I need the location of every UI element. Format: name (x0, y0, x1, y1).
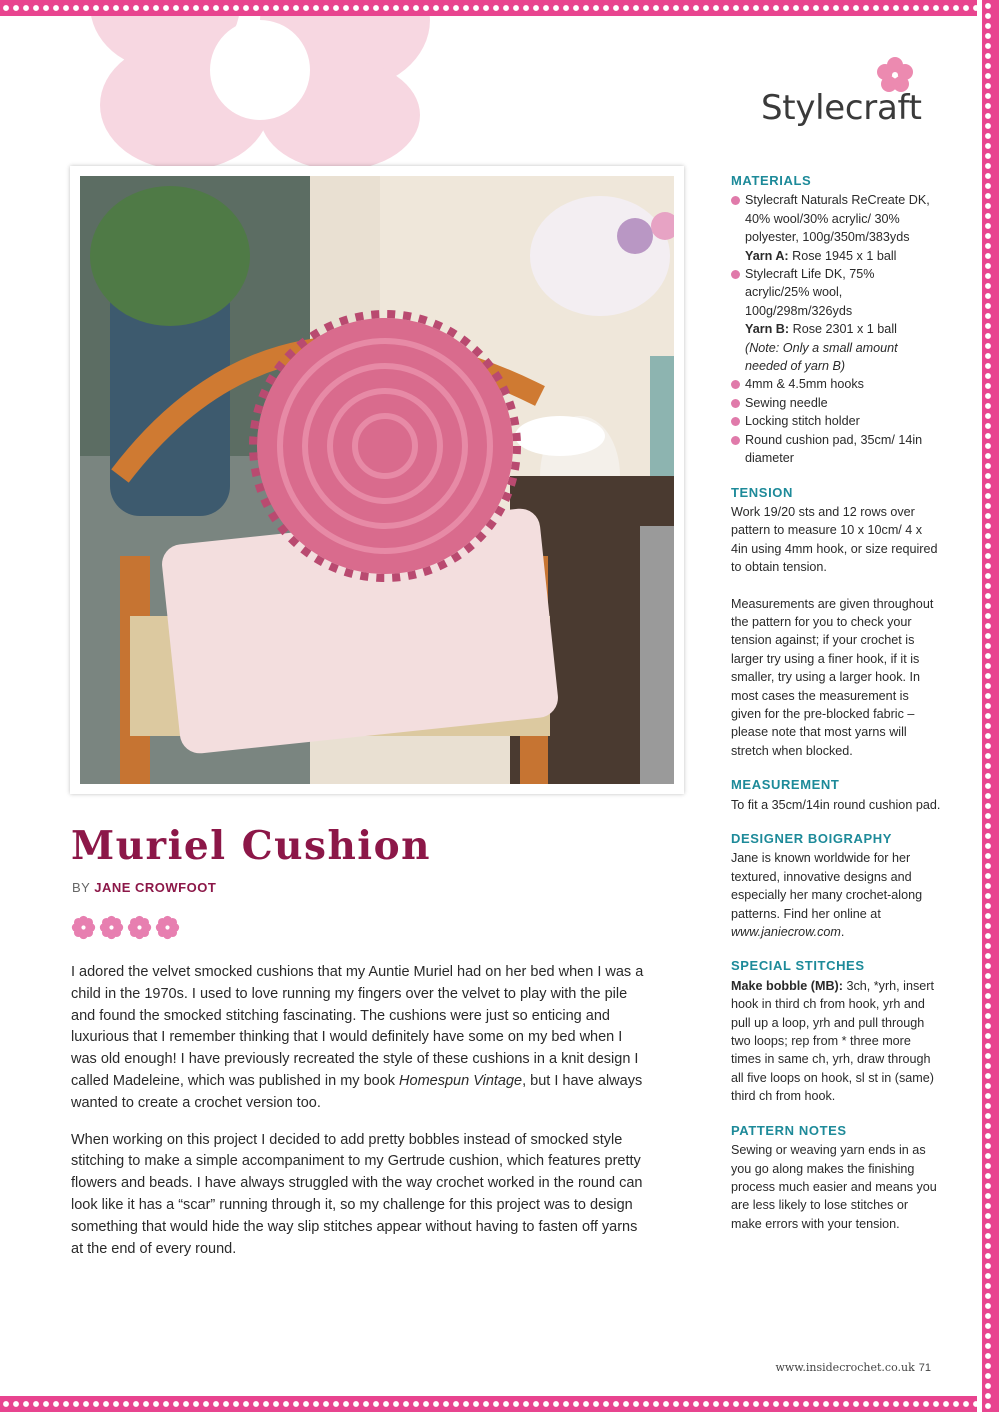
byline-prefix: BY (72, 880, 95, 895)
list-item: Round cushion pad, 35cm/ 14in diameter (731, 431, 941, 468)
tension-section: TENSION Work 19/20 sts and 12 rows over pattern to measure 10 x 10cm/ 4 x 4in using 4mm hook, or size required to obtain tension. Measurements are given throughout the pattern for you to check your tension against; if your crochet is larger try using a finer hook, if it is smaller, try using a larger hook. In most cases the measurement is given for the pre-blocked fabric – please note that most yarns will stretch when blocked. (731, 484, 941, 761)
flower-star-icon (71, 915, 96, 940)
scalloped-border-bottom (0, 1396, 999, 1412)
special-stitches-heading: SPECIAL STITCHES (731, 958, 865, 974)
scalloped-border-top (0, 0, 999, 16)
logo-text: Stylecraft (761, 88, 922, 128)
cushion-photo (80, 176, 674, 784)
scalloped-border-right (977, 0, 999, 1412)
byline (72, 880, 216, 895)
page-footer (775, 1361, 931, 1374)
materials-list (731, 191, 941, 467)
tension-heading: TENSION (731, 484, 793, 500)
footer-url[interactable]: www.insidecrochet.co.uk (775, 1361, 915, 1374)
pattern-notes-section: PATTERN NOTES Sewing or weaving yarn ends in as you go along makes the finishing process much easier and means you are less likely to lose stitches or make errors with your tension. (731, 1122, 941, 1233)
book-title: Homespun Vintage (399, 1072, 523, 1089)
author-name: JANE CROWFOOT (94, 880, 217, 895)
project-photo (70, 166, 684, 794)
list-item: Stylecraft Life DK, 75% acrylic/25% wool, 100g/298m/326yds Yarn B: Rose 2301 x 1 ball (Note: Only a small amount needed of yarn B) (731, 265, 941, 375)
designer-website-link[interactable]: www.janiecrow.com (731, 925, 841, 940)
pattern-sidebar (731, 172, 941, 1249)
flower-star-icon (99, 915, 124, 940)
flower-star-icon (155, 915, 180, 940)
materials-section (731, 172, 941, 468)
list-item: Locking stitch holder (731, 412, 941, 430)
decorative-flower (60, 0, 460, 170)
measurement-section: MEASUREMENT To fit a 35cm/14in round cushion pad. (731, 777, 941, 812)
materials-heading: MATERIALS (731, 173, 812, 188)
special-stitches-section: SPECIAL STITCHES Make bobble (MB): 3ch, *yrh, insert hook in third ch from hook, yrh and pull up a loop, yrh and pull through two loops; rep from * three more times in same ch, yrh, draw through all five loops on hook, sl st in (same) third ch from hook. (731, 957, 941, 1105)
flower-star-icon (127, 915, 152, 940)
difficulty-rating (71, 915, 180, 940)
intro-text (71, 962, 651, 1275)
list-item: Stylecraft Naturals ReCreate DK, 40% wool/30% acrylic/ 30% polyester, 100g/350m/383yds Yarn A: Rose 1945 x 1 ball (731, 191, 941, 265)
pattern-notes-heading: PATTERN NOTES (731, 1122, 847, 1138)
designer-section: DESIGNER BOIGRAPHY Jane is known worldwide for her textured, innovative designs and especially her many crochet-along patterns. Find her online at www.janiecrow.com. (731, 830, 941, 941)
intro-paragraph-1: I adored the velvet smocked cushions that my Auntie Muriel had on her bed when I was a child in the 1970s. I used to love running my fingers over the velvet to play with the pile and found the smocked stitching fascinating. The cushions were just so enticing and luxurious that I remember thinking that I would definitely have some on my bed when I was old enough! I have previously recreated the style of these cushions in a knit design I called Madeleine, which was published in my book Homespun Vintage, but I have always wanted to create a crochet version too. (71, 964, 644, 1111)
designer-heading: DESIGNER BOIGRAPHY (731, 831, 893, 846)
article-title: Muriel Cushion (71, 823, 431, 869)
list-item: 4mm & 4.5mm hooks (731, 375, 941, 393)
stylecraft-logo (758, 52, 938, 142)
measurement-heading: MEASUREMENT (731, 777, 840, 793)
list-item: Sewing needle (731, 394, 941, 412)
intro-paragraph-2: When working on this project I decided to add pretty bobbles instead of smocked style stitching to make a simple accompaniment to my Gertrude cushion, which features pretty flowers and beads. I have always struggled with the way crochet worked in the round can look like it has a “scar” running through it, so my challenge for this project was to design something that would hide the way slip stitches appear without having to fasten off yarns at the end of every round. (71, 1131, 643, 1257)
page-number: 71 (918, 1362, 931, 1374)
